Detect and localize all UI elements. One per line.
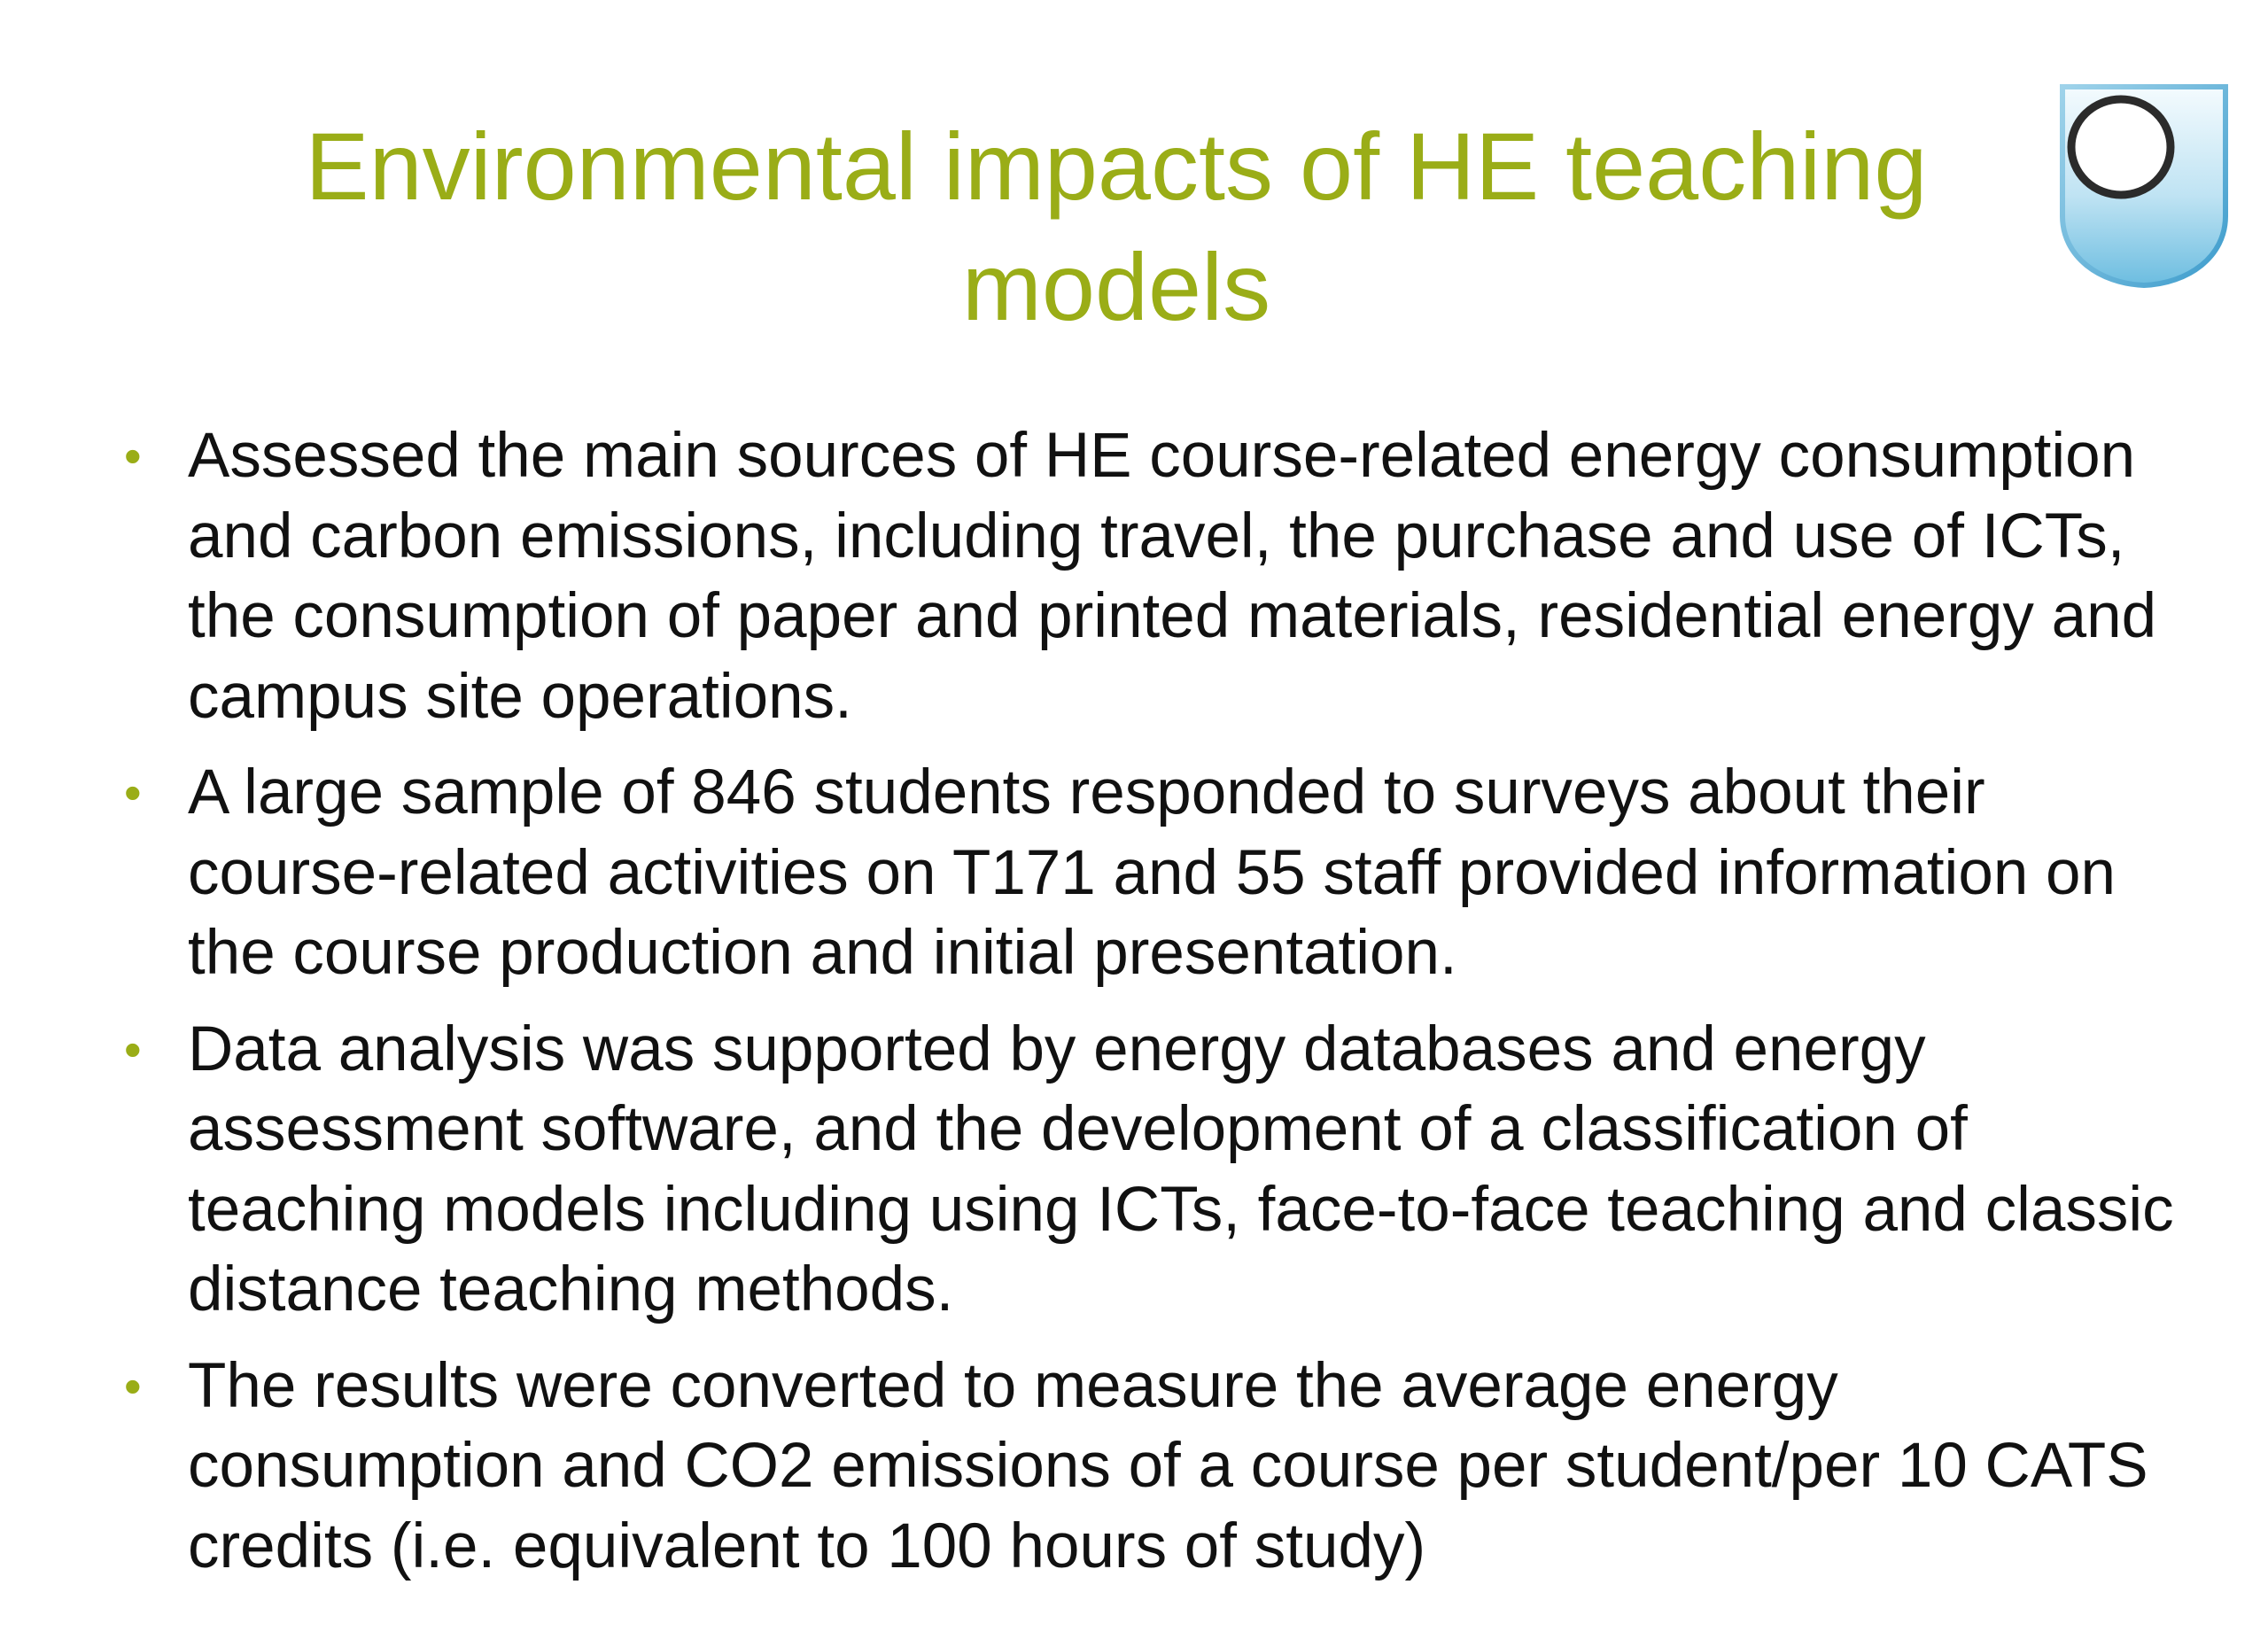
bullet-marker: •: [124, 1357, 142, 1414]
bullet-text: The results were converted to measure the average energy consumption and CO2 emissions of a course per student/per 10 CATS credits (i.e. equivalent to 100 hours of study): [188, 1350, 2148, 1581]
open-university-shield-icon: [2057, 83, 2231, 289]
bullet-text: Assessed the main sources of HE course-related energy consumption and carbon emissions, including travel, the purchase and use of ICTs, the consumption of paper and printed materials, residential energy and campus site operations.: [188, 421, 2157, 732]
bullet-text: A large sample of 846 students responded to surveys about their course-related activities on T171 and 55 staff provided information on the course production and initial presentation.: [188, 757, 2117, 988]
bullet-list: [124, 416, 2179, 1603]
bullet-item-results: [124, 1347, 2179, 1588]
slide-title: Environmental impacts of HE teaching models: [305, 113, 1928, 340]
bullet-marker: •: [124, 1021, 142, 1077]
bullet-item-analysis: [124, 1010, 2179, 1331]
bullet-item-sources: [124, 416, 2179, 737]
bullet-item-sample: [124, 753, 2179, 994]
bullet-marker: •: [124, 765, 142, 820]
bullet-marker: •: [124, 428, 142, 484]
bullet-text: Data analysis was supported by energy databases and energy assessment software, and the development of a classification of teaching models including using ICTs, face-to-face teaching and classic distance teaching methods.: [188, 1014, 2174, 1324]
